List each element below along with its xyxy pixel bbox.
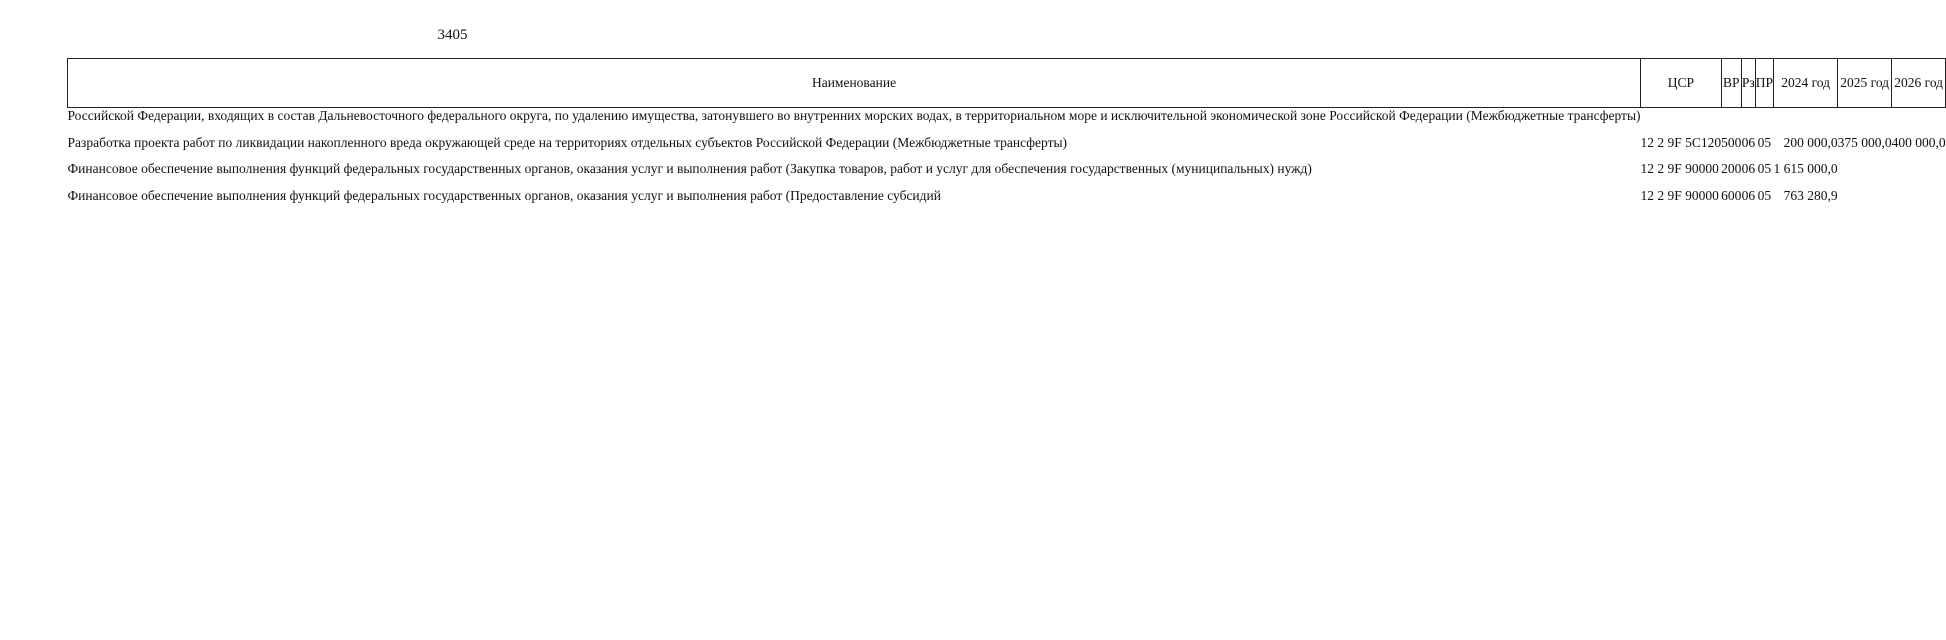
row-spacer: [68, 151, 1946, 161]
header-2024: 2024 год: [1774, 59, 1838, 108]
table-row: [68, 108, 1946, 125]
row-2025: 375 000,0: [1837, 134, 1892, 150]
row-spacer: [68, 178, 1946, 188]
table-row: [68, 188, 1946, 205]
row-csr: 12 2 9F 5C120: [1640, 134, 1722, 150]
header-name: Наименование: [68, 59, 1641, 108]
header-vr: ВР: [1721, 59, 1741, 108]
row-pr: [1755, 108, 1773, 125]
row-rz: 06: [1741, 187, 1756, 203]
row-2026: [1892, 161, 1946, 178]
row-spacer: [68, 125, 1946, 135]
row-name: Российской Федерации, входящих в состав Дальневосточного федерального округа, по удалению имущества, затонувшего во внутренних морских водах, в территориальном море и исключительной экономической зоне Российской Федерации (Межбюджетные трансферты): [67, 108, 1641, 123]
header-2026: 2026 год: [1892, 59, 1946, 108]
row-2025: [1838, 188, 1892, 205]
table-row: [68, 135, 1946, 152]
row-csr: 12 2 9F 90000: [1640, 161, 1719, 176]
row-rz: [1741, 108, 1755, 125]
row-2024: 763 280,9: [1783, 187, 1838, 203]
row-2024: 200 000,0: [1783, 134, 1838, 150]
row-2026: 400 000,0: [1891, 134, 1946, 150]
row-2024: [1774, 108, 1838, 125]
row-vr: 200: [1721, 161, 1742, 176]
row-rz: 06: [1741, 134, 1756, 150]
row-2026: [1892, 108, 1946, 125]
page-number: 3405: [437, 27, 468, 43]
row-name: Финансовое обеспечение выполнения функций федеральных государственных органов, оказания услуг и выполнения работ (Закупка товаров, работ и услуг для обеспечения государственных (муниципальных) нужд): [67, 161, 1312, 176]
row-csr: [1641, 108, 1722, 125]
row-csr: 12 2 9F 90000: [1640, 187, 1719, 203]
row-2026: [1892, 188, 1946, 205]
row-2025: [1838, 161, 1892, 178]
table-row: [68, 161, 1946, 178]
row-pr: 05: [1757, 134, 1772, 150]
table-header-row: [68, 59, 1946, 108]
row-name: Разработка проекта работ по ликвидации накопленного вреда окружающей среде на территориях отдельных субъектов Российской Федерации (Межбюджетные трансферты): [67, 134, 1068, 150]
header-rz: Рз: [1741, 59, 1755, 108]
row-rz: 06: [1741, 161, 1756, 176]
row-pr: 05: [1757, 161, 1772, 176]
header-pr: ПР: [1755, 59, 1773, 108]
row-vr: 500: [1721, 134, 1742, 150]
row-2025: [1838, 108, 1892, 125]
row-2024: 1 615 000,0: [1773, 161, 1838, 176]
header-2025: 2025 год: [1838, 59, 1892, 108]
row-name: Финансовое обеспечение выполнения функций федеральных государственных органов, оказания услуг и выполнения работ (Предоставление субсидий: [67, 187, 941, 203]
row-vr: 600: [1721, 187, 1742, 203]
header-csr: ЦСР: [1641, 59, 1722, 108]
row-vr: [1721, 108, 1741, 125]
row-pr: 05: [1757, 187, 1772, 203]
budget-table: [67, 58, 1946, 204]
